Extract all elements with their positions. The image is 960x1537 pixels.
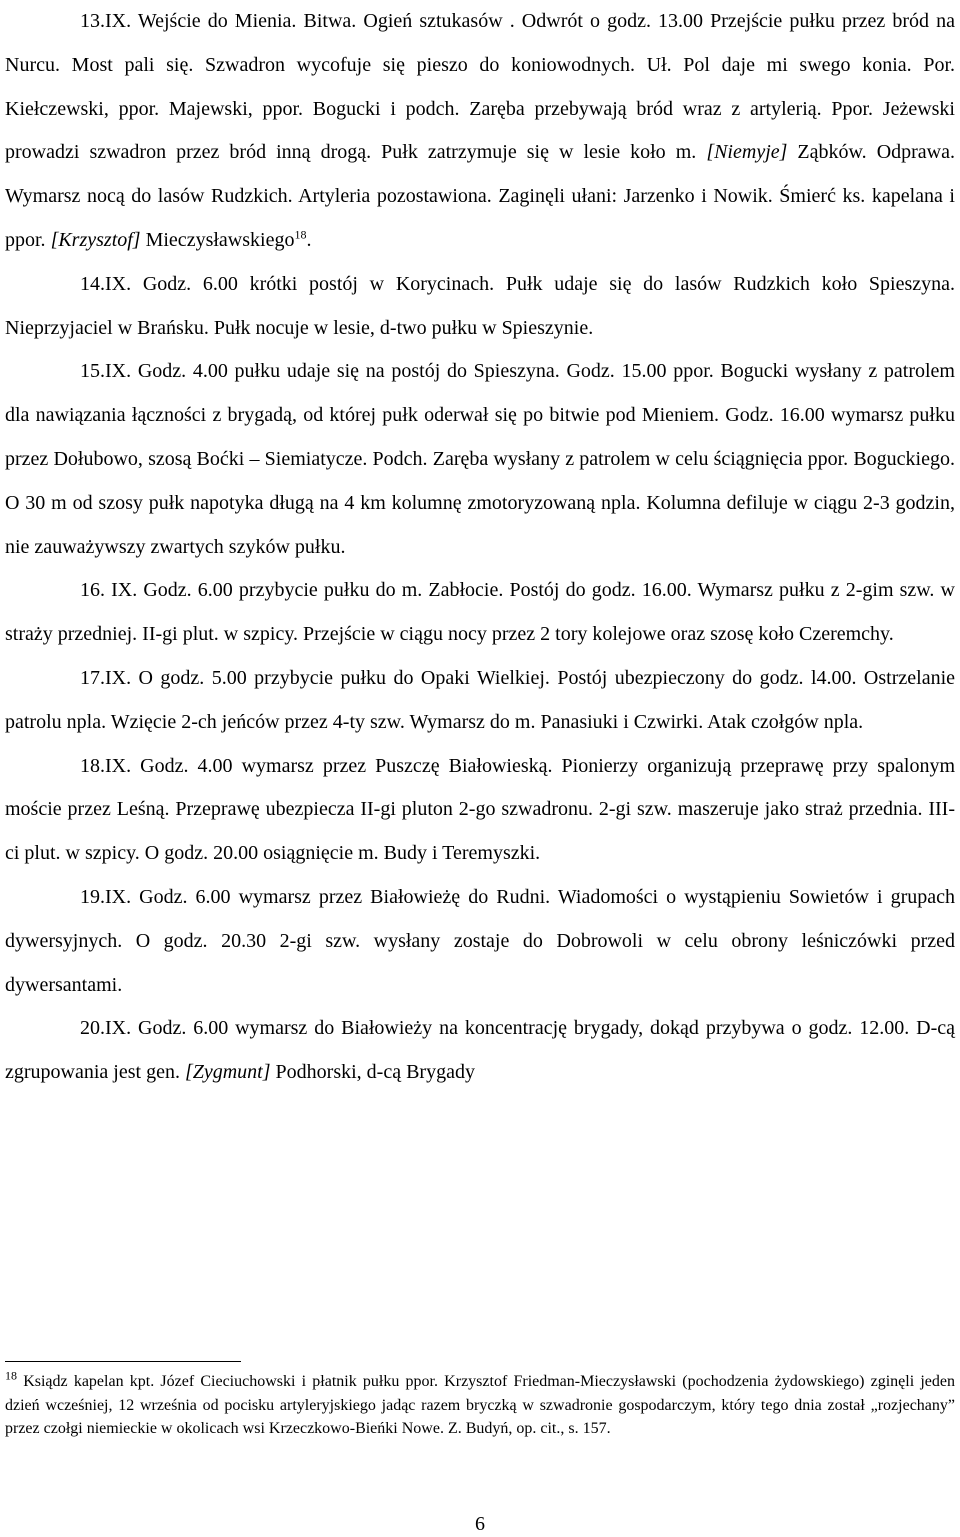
paragraph-14-ix: 14.IX. Godz. 6.00 krótki postój w Korycinach. Pułk udaje się do lasów Rudzkich koło Spieszyna. Nieprzyjaciel w Brańsku. Pułk nocuje w lesie, d-two pułku w Spieszynie.	[5, 272, 955, 339]
text-run: Ząbków. Odprawa. Wymarsz nocą do lasów Rudzkich. Artyleria pozostawiona. Zaginęli ułani: Jarzenko i Nowik. Śmierć ks. kapelana i ppor.	[5, 141, 956, 251]
footnote-18	[5, 1370, 955, 1441]
text-run: 20.IX. Godz. 6.00 wymarsz do Białowieży na koncentrację brygady, dokąd przybywa o godz. 12.00. D-cą zgrupowania jest gen.	[5, 1017, 955, 1084]
editorial-insertion: [Krzysztof]	[50, 228, 141, 251]
paragraph-17-ix: 17.IX. O godz. 5.00 przybycie pułku do Opaki Wielkiej. Postój ubezpieczony do godz. l4.00. Ostrzelanie patrolu npla. Wzięcie 2-ch jeńców przez 4-ty szw. Wymarsz do m. Panasiuki i Czwirki. Atak czołgów npla.	[5, 666, 955, 733]
text-run: Mieczysławskiego	[140, 228, 295, 251]
paragraph-15-ix: 15.IX. Godz. 4.00 pułku udaje się na postój do Spieszyna. Godz. 15.00 ppor. Bogucki wysłany z patrolem dla nawiązania łączności z brygadą, od której pułk oderwał się po bitwie pod Mieniem. Godz. 16.00 wymarsz pułku przez Dołubowo, szosą Boćki – Siemiatycze. Podch. Zaręba wysłany z patrolem w celu ściągnięcia ppor. Boguckiego. O 30 m od szosy pułk napotyka długą na 4 km kolumnę zmotoryzowaną npla. Kolumna defiluje w ciągu 2-3 godzin, nie zauważywszy zwartych szyków pułku.	[5, 360, 955, 558]
footnote-text: Ksiądz kapelan kpt. Józef Cieciuchowski i płatnik pułku ppor. Krzysztof Friedman-Mieczysławski (pochodzenia żydowskiego) zginęli jeden dzień wcześniej, 12 września od pocisku artyleryjskiego jadąc razem bryczką w szwadronie gospodarczym, który tego dnia został „rozjechany” przez czołgi niemieckie w okolicach wsi Krzeczkowo-Bieńki Nowe. Z. Budyń, op. cit., s. 157.	[5, 1373, 955, 1437]
text-run: 13.IX. Wejście do Mienia. Bitwa. Ogień sztukasów . Odwrót o godz. 13.00 Przejście pułku przez bród na Nurcu. Most pali się. Szwadron wycofuje się pieszo do koniowodnych. Uł. Pol daje mi swego konia. Por. Kiełczewski, ppor. Majewski, ppor. Bogucki i podch. Zaręba przebywają bród wraz z artylerią. Ppor. Jeżewski prowadzi szwadron przez bród inną drogą. Pułk zatrzymuje się w lesie koło m.	[5, 10, 955, 164]
footnote-separator	[5, 1361, 241, 1362]
editorial-insertion: [Niemyje]	[706, 141, 788, 164]
editorial-insertion: [Zygmunt]	[184, 1061, 271, 1084]
body-text	[5, 0, 955, 1095]
paragraph-20-ix	[5, 1007, 955, 1095]
footnote-reference[interactable]: 18	[294, 227, 307, 242]
footnote-marker: 18	[5, 1368, 17, 1383]
page-number: 6	[475, 1513, 485, 1535]
document-page	[5, 0, 955, 1095]
paragraph-18-ix: 18.IX. Godz. 4.00 wymarsz przez Puszczę Białowieską. Pionierzy organizują przeprawę przy spalonym moście przez Leśną. Przeprawę ubezpiecza II-gi pluton 2-go szwadronu. 2-gi szw. maszeruje jako straż przednia. III-ci plut. w szpicy. O godz. 20.00 osiągnięcie m. Budy i Teremyszki.	[5, 754, 955, 865]
paragraph-19-ix: 19.IX. Godz. 6.00 wymarsz przez Białowieżę do Rudni. Wiadomości o wystąpieniu Sowietów i grupach dywersyjnych. O godz. 20.30 2-gi szw. wysłany zostaje do Dobrowoli w celu obrony leśniczówki przed dywersantami.	[5, 885, 955, 996]
text-run: .	[306, 228, 312, 251]
paragraph-13-ix	[5, 0, 955, 263]
text-run: Podhorski, d-cą Brygady	[270, 1061, 475, 1084]
paragraph-16-ix: 16. IX. Godz. 6.00 przybycie pułku do m. Zabłocie. Postój do godz. 16.00. Wymarsz pułku z 2-gim szw. w straży przedniej. II-gi plut. w szpicy. Przejście w ciągu nocy przez 2 tory kolejowe oraz szosę koło Czeremchy.	[5, 579, 955, 646]
